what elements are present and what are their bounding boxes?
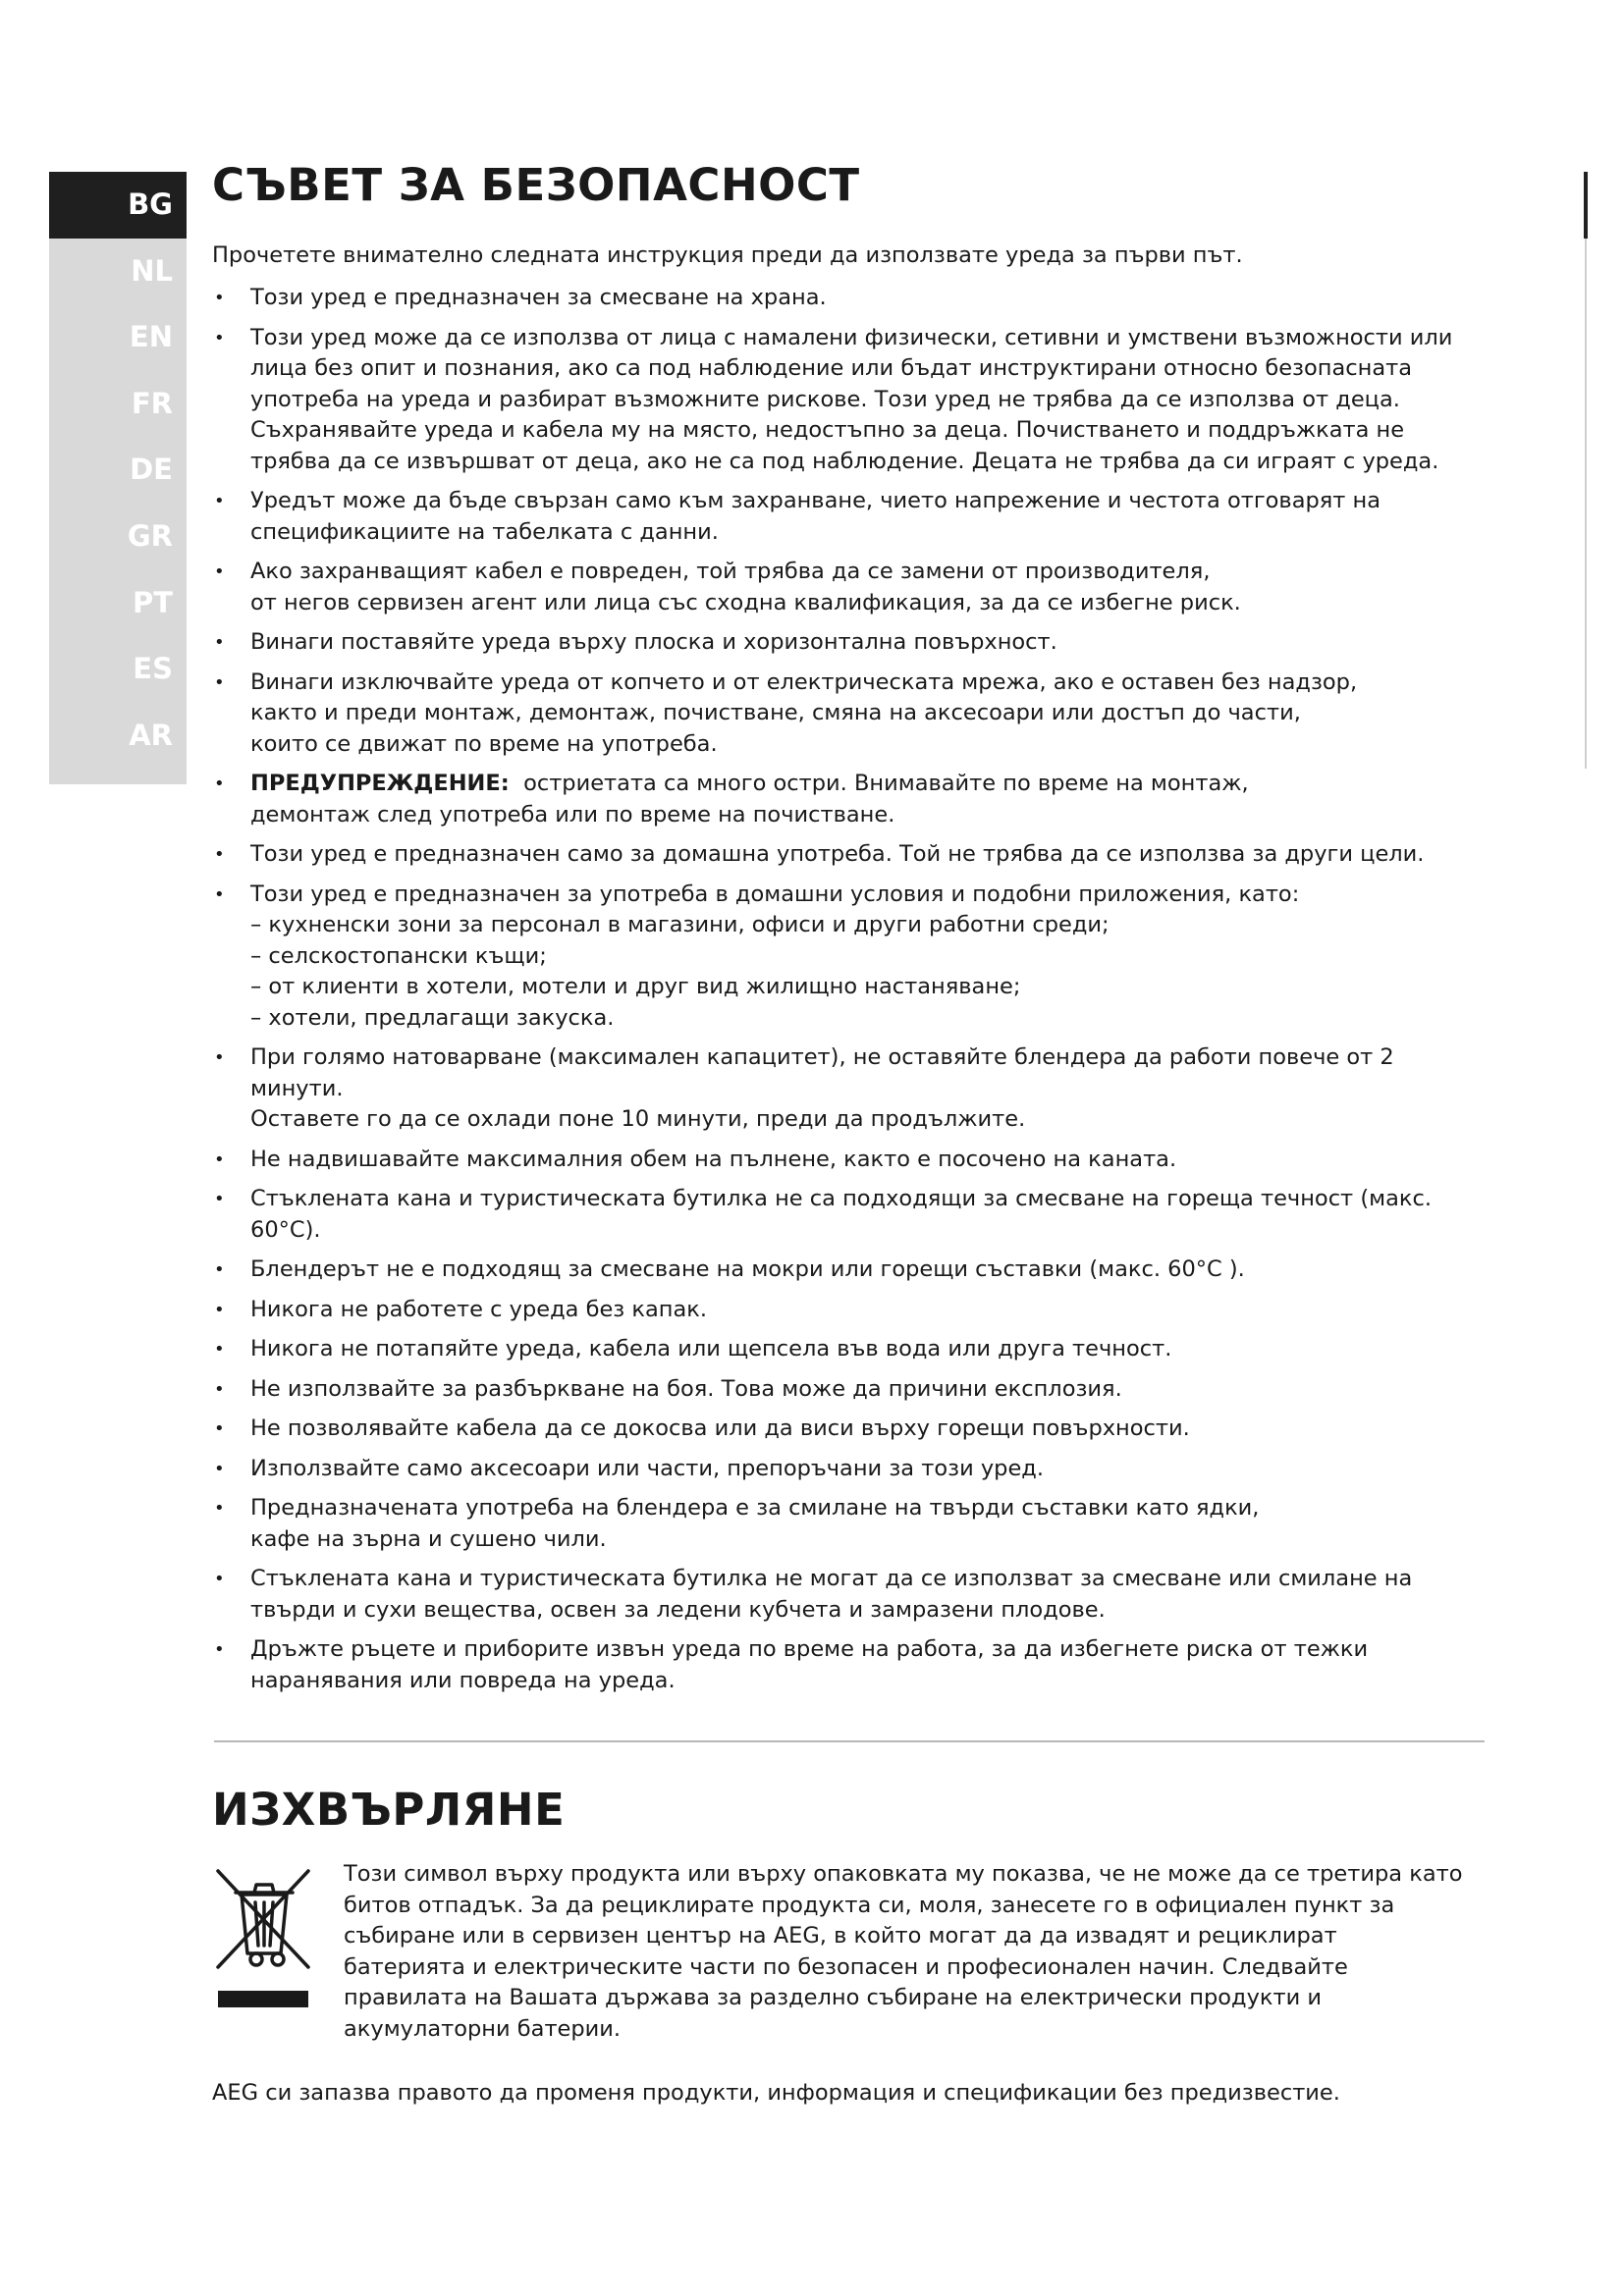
disposal-title: ИЗХВЪРЛЯНЕ	[212, 1784, 566, 1836]
safety-item	[212, 667, 1489, 761]
safety-item-line: твърди и сухи вещества, освен за ледени кубчета и замразени плодове.	[250, 1596, 1106, 1623]
safety-item-subline: – кухненски зони за персонал в магазини, офиси и други работни среди;	[250, 912, 1110, 937]
safety-item: • Не надвишавайте максималния обем на пълнене, както е посочено на каната.	[212, 1145, 1489, 1176]
safety-item	[212, 1634, 1489, 1696]
disposal-text: Този символ върху продукта или върху опаковката му показва, че не може да се третира като битов отпадък. За да рециклирате продукта си, моля, занесете го в официален пункт за събиране или в сервизен център на AEG, в който могат да да извадят и рециклират батерията и електрическите части по безопасен и професионален начин. Следвайте правилата на Вашата държава за разделно събиране на електрически продукти и акумулаторни батерии.	[344, 1861, 1463, 2042]
safety-item: • Не използвайте за разбъркване на боя. Това може да причини експлозия.	[212, 1374, 1489, 1406]
safety-item: • Блендерът не е подходящ за смесване на мокри или горещи съставки (макс. 60°C ).	[212, 1255, 1489, 1286]
weee-bar	[218, 1991, 308, 2007]
lang-tab-gr[interactable]: GR	[49, 504, 187, 570]
safety-item-warning	[212, 769, 1489, 830]
safety-item: • Този уред може да се използва от лица с намалени физически, сетивни и умствени възможности или лица без опит и познания, ако са под наблюдение или бъдат инструктирани относно безопасната употреба на уреда и разбират възможните рискове. Този уред не трябва да се използва от деца. Съхранявайте уреда и кабела му на място, недостъпно за деца. Почистването и поддръжката не трябва да се извършват от деца, ако не са под наблюдение. Децата не трябва да си играят с уреда.	[212, 323, 1489, 478]
safety-item: • Този уред е предназначен за смесване на храна.	[212, 283, 1489, 314]
safety-item	[212, 1564, 1489, 1626]
lang-tab-en[interactable]: EN	[49, 304, 187, 371]
safety-item	[212, 1493, 1489, 1555]
safety-item-line: от негов сервизен агент или лица със сходна квалификация, за да се избегне риск.	[250, 589, 1241, 615]
safety-item-subline: – селскостопански къщи;	[250, 942, 547, 969]
safety-item-line: • Винаги изключвайте уреда от копчето и от електрическата мрежа, ако е оставен без надзор,	[250, 668, 1358, 695]
safety-title: СЪВЕТ ЗА БЕЗОПАСНОСТ	[212, 159, 860, 211]
safety-item-line: • При голямо натоварване (максимален капацитет), не оставяйте блендера да работи повече от 2 минути.	[250, 1044, 1394, 1101]
language-tabs	[49, 172, 187, 784]
footer-note: AEG си запазва правото да променя продукти, информация и спецификации без предизвестие.	[212, 2080, 1340, 2106]
language-tabs-footer	[49, 769, 187, 784]
page-edge-rule	[1585, 239, 1587, 769]
page-content	[212, 159, 1489, 2131]
safety-item-line: • Дръжте ръцете и приборите извън уреда по време на работа, за да избегнете риска от тежки	[250, 1636, 1369, 1662]
lang-tab-bg[interactable]: BG	[49, 172, 187, 239]
safety-item-subline: – хотели, предлагащи закуска.	[250, 1004, 615, 1031]
safety-item: • Използвайте само аксесоари или части, препоръчани за този уред.	[212, 1454, 1489, 1485]
safety-item: • Никога не работете с уреда без капак.	[212, 1295, 1489, 1326]
safety-item	[212, 557, 1489, 618]
section-divider	[214, 1740, 1485, 1742]
safety-item-line: Оставете го да се охлади поне 10 минути, преди да продължите.	[250, 1106, 1026, 1132]
lang-tab-fr[interactable]: FR	[49, 371, 187, 438]
safety-item-line: • Ако захранващият кабел е повреден, той трябва да се замени от производителя,	[250, 559, 1211, 584]
safety-item-line: наранявания или повреда на уреда.	[250, 1667, 676, 1693]
lang-tab-pt[interactable]: PT	[49, 570, 187, 637]
safety-item-line: • Този уред е предназначен за употреба в домашни условия и подобни приложения, като:	[250, 881, 1300, 907]
lang-tab-ar[interactable]: AR	[49, 703, 187, 770]
safety-item: • Този уред е предназначен само за домашна употреба. Той не трябва да се използва за други цели.	[212, 839, 1489, 871]
lang-tab-nl[interactable]: NL	[49, 239, 187, 305]
safety-item-line: както и преди монтаж, демонтаж, почистване, смяна на аксесоари или достъп до части,	[250, 700, 1301, 725]
safety-item-line: демонтаж след употреба или по време на почистване.	[250, 801, 895, 828]
disposal-block	[212, 1859, 1489, 2045]
safety-item-line: • Предназначената употреба на блендера е за смилане на твърди съставки като ядки,	[250, 1495, 1260, 1521]
safety-item: • Никога не потапяйте уреда, кабела или щепсела във вода или друга течност.	[212, 1334, 1489, 1365]
safety-item: • Винаги поставяйте уреда върху плоска и хоризонтална повърхност.	[212, 627, 1489, 659]
safety-item-line: • Стъклената кана и туристическата бутилка не могат да се използват за смесване или смилане на	[250, 1566, 1413, 1591]
safety-item: • Стъклената кана и туристическата бутилка не са подходящи за смесване на гореща течност (макс. 60°C).	[212, 1184, 1489, 1246]
safety-item-line: кафе на зърна и сушено чили.	[250, 1525, 607, 1552]
page-edge-marker	[1584, 172, 1588, 239]
weee-crossed-bin-icon	[212, 1865, 320, 2007]
safety-item: • Уредът може да бъде свързан само към захранване, чието напрежение и честота отговарят на спецификациите на табелката с данни.	[212, 486, 1489, 548]
lang-tab-de[interactable]: DE	[49, 437, 187, 504]
warning-label: ПРЕДУПРЕЖДЕНИЕ:	[250, 771, 510, 796]
safety-intro: Прочетете внимателно следната инструкция преди да използвате уреда за първи път.	[212, 242, 1243, 268]
safety-item-subline: – от клиенти в хотели, мотели и друг вид жилищно настаняване;	[250, 974, 1021, 999]
safety-item	[212, 1042, 1489, 1136]
safety-item-line: които се движат по време на употреба.	[250, 730, 718, 757]
safety-item-line: • ПРЕДУПРЕЖДЕНИЕ: остриетата са много остри. Внимавайте по време на монтаж,	[250, 771, 1249, 796]
safety-item	[212, 880, 1489, 1035]
lang-tab-es[interactable]: ES	[49, 636, 187, 703]
safety-list	[212, 283, 1489, 1696]
safety-item: • Не позволявайте кабела да се докосва или да виси върху горещи повърхности.	[212, 1414, 1489, 1445]
